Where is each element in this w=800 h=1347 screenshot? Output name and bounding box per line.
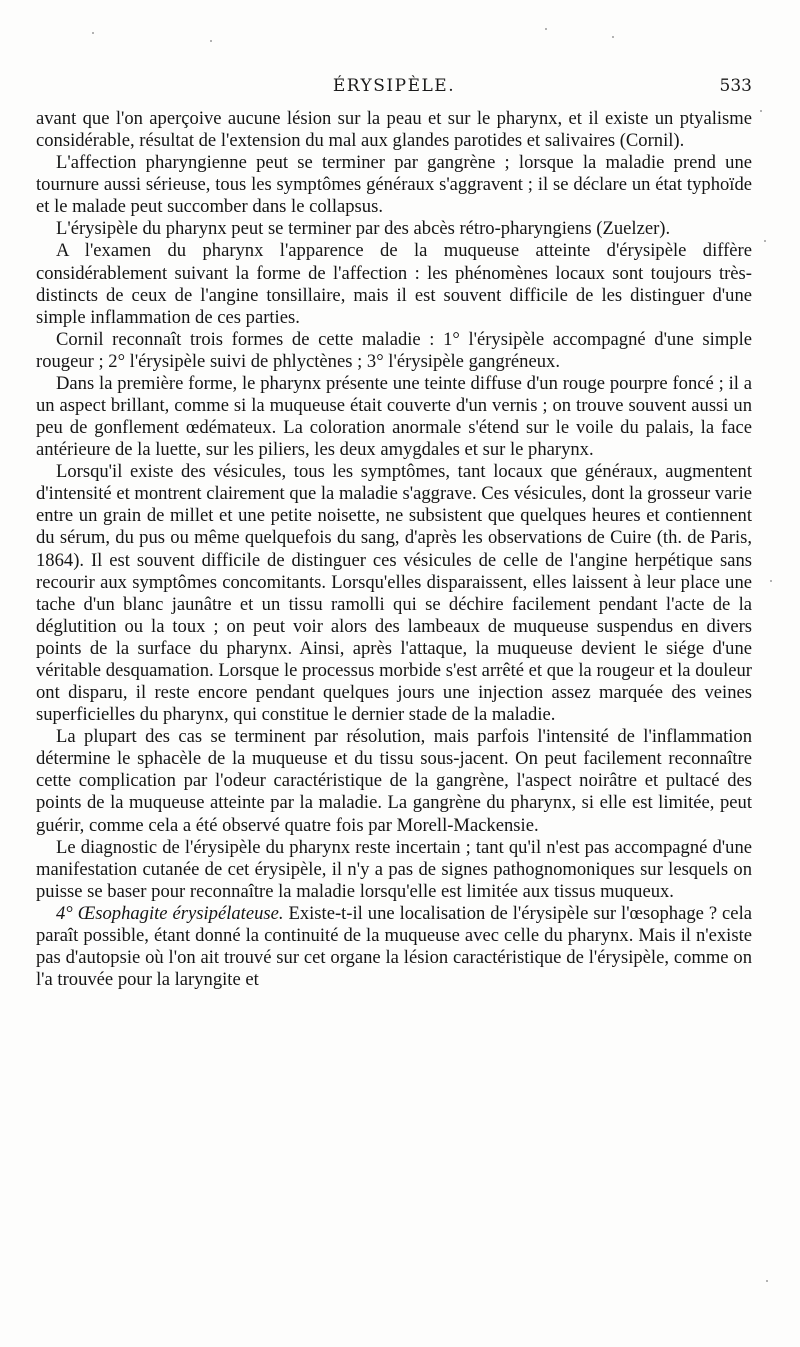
section-heading: 4° Œsophagite érysipélateuse.: [56, 902, 284, 924]
scan-speck: [760, 110, 762, 112]
scan-speck: [210, 40, 212, 42]
running-title: ÉRYSIPÈLE.: [332, 76, 456, 96]
scan-speck: [612, 36, 614, 38]
scan-speck: [545, 28, 547, 30]
paragraph: L'affection pharyngienne peut se terminer par gangrène ; lorsque la maladie prend une tournure aussi sérieuse, tous les symptômes généraux s'aggravent ; il se déclare un état typhoïde et le malade peut succomber dans le collapsus.: [36, 152, 752, 218]
scan-speck: [92, 32, 94, 34]
paragraph: L'érysipèle du pharynx peut se terminer par des abcès rétro-pharyngiens (Zuelzer).: [56, 218, 671, 240]
scan-speck: [770, 580, 772, 582]
paragraph: Cornil reconnaît trois formes de cette maladie : 1° l'érysipèle accompagné d'une simple rougeur ; 2° l'érysipèle suivi de phlyctènes ; 3° l'érysipèle gangréneux.: [36, 328, 752, 372]
page-number: 533: [719, 76, 752, 96]
paragraph: La plupart des cas se terminent par résolution, mais parfois l'intensité de l'inflammation détermine le sphacèle de la muqueuse et du tissu sous-jacent. On peut facilement reconnaître cette complication par l'odeur caractéristique de la gangrène, l'aspect noirâtre et pultacé des points de la muqueuse atteinte par la maladie. La gangrène du pharynx, si elle est limitée, peut guérir, comme cela a été observé quatre fois par Morell-Mackensie.: [36, 726, 752, 836]
paragraph: avant que l'on aperçoive aucune lésion sur la peau et sur le pharynx, et il existe un ptyalisme considérable, résultat de l'extension du mal aux glandes parotides et salivaires (Cornil).: [36, 108, 752, 152]
section-text: Existe-t-il une localisation de l'érysipèle sur l'œsophage ? cela paraît possible, étant donné la continuité de la muqueuse avec celle du pharynx. Mais il n'existe pas d'autopsie où l'on ait trouvé sur cet organe la lésion caractéristique de l'érysipèle, comme on l'a trouvée pour la laryngite et: [36, 902, 752, 991]
paragraph: A l'examen du pharynx l'apparence de la muqueuse atteinte d'érysipèle diffère considérablement suivant la forme de l'affection : les phénomènes locaux sont toujours très-distincts de ceux de l'angine tonsillaire, mais il est souvent difficile de les distinguer d'une simple inflammation de ces parties.: [36, 240, 752, 328]
body-text: [36, 108, 752, 991]
scan-speck: [766, 1280, 768, 1282]
section-paragraph: [36, 903, 752, 991]
scan-speck: [764, 240, 766, 242]
paragraph: Dans la première forme, le pharynx présente une teinte diffuse d'un rouge pourpre foncé ; il a un aspect brillant, comme si la muqueuse était couverte d'un vernis ; on trouve souvent aussi un peu de gonflement œdémateux. La coloration anormale s'étend sur le voile du palais, la face antérieure de la luette, sur les piliers, les deux amygdales et sur le pharynx.: [36, 372, 752, 461]
running-header: [36, 76, 752, 100]
paragraph: Le diagnostic de l'érysipèle du pharynx reste incertain ; tant qu'il n'est pas accompagné d'une manifestation cutanée de cet érysipèle, il n'y a pas de signes pathognomoniques sur lesquels on puisse se baser pour reconnaître la maladie lorsqu'elle est limitée aux tissus muqueux.: [36, 836, 752, 902]
paragraph: Lorsqu'il existe des vésicules, tous les symptômes, tant locaux que généraux, augmentent d'intensité et montrent clairement que la maladie s'aggrave. Ces vésicules, dont la grosseur varie entre un grain de millet et une petite noisette, ne subsistent que quelques heures et contiennent du sérum, du pus ou même quelquefois du sang, d'après les observations de Cuire (th. de Paris, 1864). Il est souvent difficile de distinguer ces vésicules de celle de l'angine herpétique sans recourir aux symptômes concomitants. Lorsqu'elles disparaissent, elles laissent à leur place une tache d'un blanc jaunâtre et un tissu ramolli qui se déchire facilement pendant l'acte de la déglutition ou la toux ; on peut voir alors des lambeaux de muqueuse suspendus en divers points de la surface du pharynx. Ainsi, après l'attaque, la muqueuse devient le siége d'une véritable desquamation. Lorsque le processus morbide s'est arrêté et que la rougeur et la douleur ont disparu, il reste encore pendant quelques jours une injection assez marquée des veines superficielles du pharynx, qui constitue le dernier stade de la maladie.: [36, 461, 752, 726]
